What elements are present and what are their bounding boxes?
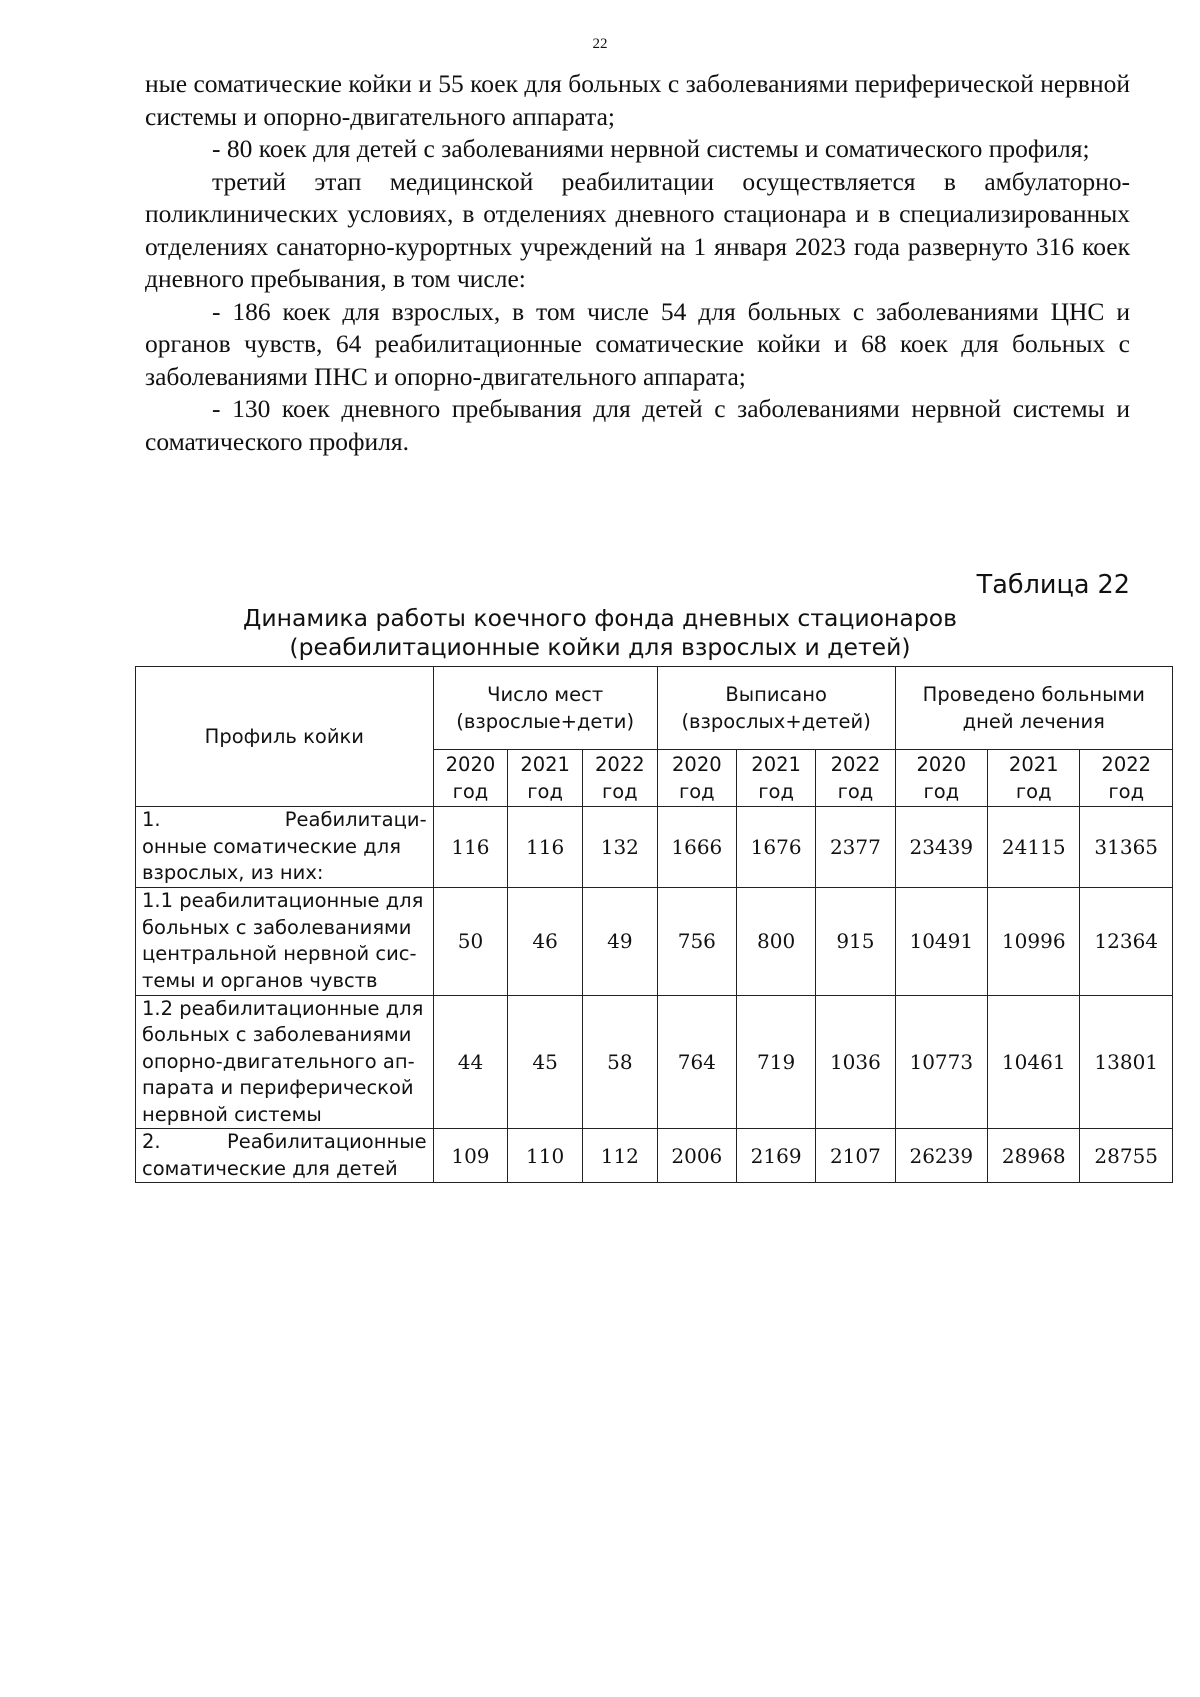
row-value: 10491: [895, 887, 987, 995]
row-value: 800: [736, 887, 815, 995]
row-value: 45: [508, 995, 583, 1129]
table-title-line2: (реабилитационные койки для взрослых и детей): [289, 633, 911, 661]
paragraph-3: третий этап медицинской реабилитации осуществляется в амбулаторно-поликлинических условиях, в отделениях дневного стационара и в специализированных отделениях санаторно-курортных учреждений на 1 января 2023 года развернуто 316 коек дневного пребывания, в том числе:: [145, 166, 1130, 293]
row-profile-text: 1.1 реабилитационные для больных с заболеваниями центральной нервной системы и органов чувств: [142, 889, 424, 992]
row-value: 2377: [816, 807, 895, 888]
row-value: 49: [582, 887, 657, 995]
row-value: 1036: [816, 995, 895, 1129]
row-value: 719: [736, 995, 815, 1129]
row-profile-first-word: Реабилитаци-: [284, 808, 427, 831]
row-number: 2.: [142, 1130, 161, 1153]
row-value: 764: [657, 995, 736, 1129]
row-profile-text: соматические для детей: [142, 1156, 398, 1180]
row-value: 10773: [895, 995, 987, 1129]
row-value: 109: [433, 1129, 508, 1183]
row-profile: [136, 887, 434, 995]
row-number: 1.: [142, 808, 161, 831]
table-row: [136, 1129, 1173, 1183]
row-profile-text: 1.2 реабилитационные для больных с заболеваниями опорно-двигательного аппарата и периферической нервной системы: [142, 996, 424, 1126]
table-row: [136, 887, 1173, 995]
row-value: 10461: [988, 995, 1080, 1129]
row-value: 28968: [988, 1129, 1080, 1183]
row-value: 10996: [988, 887, 1080, 995]
header-group-places-line2: (взрослые+дети): [456, 710, 635, 733]
row-value: 110: [508, 1129, 583, 1183]
table-body: [136, 807, 1173, 1183]
header-group-days: [895, 667, 1172, 750]
row-value: 24115: [988, 807, 1080, 888]
row-profile: [136, 1129, 434, 1183]
header-group-places: [433, 667, 657, 750]
row-value: 132: [582, 807, 657, 888]
row-value: 46: [508, 887, 583, 995]
table-label: Таблица 22: [976, 570, 1130, 600]
table-row: [136, 995, 1173, 1129]
header-year: 2021 год: [988, 750, 1080, 807]
header-year: 2022 год: [1080, 750, 1173, 807]
paragraph-1: ные соматические койки и 55 коек для больных с заболеваниями периферической нервной системы и опорно-двигательного аппарата;: [145, 69, 1130, 131]
paragraph-4: - 186 коек для взрослых, в том числе 54 для больных с заболеваниями ЦНС и органов чувств, 64 реабилитационные соматические койки и 68 коек для больных с заболеваниями ПНС и опорно-двигательного аппарата;: [145, 296, 1130, 391]
row-value: 1666: [657, 807, 736, 888]
row-value: 1676: [736, 807, 815, 888]
paragraph-2: - 80 коек для детей с заболеваниями нервной системы и соматического профиля;: [212, 134, 1090, 163]
header-group-days-line2: дней лечения: [962, 710, 1105, 733]
table-header-row-groups: [136, 667, 1173, 750]
header-year: 2022 год: [816, 750, 895, 807]
row-value: 2107: [816, 1129, 895, 1183]
table-title: [0, 604, 1200, 662]
header-year: 2020 год: [657, 750, 736, 807]
row-value: 116: [433, 807, 508, 888]
row-value: 2169: [736, 1129, 815, 1183]
header-group-places-line1: Число мест: [487, 683, 604, 706]
row-profile: [136, 995, 434, 1129]
row-value: 112: [582, 1129, 657, 1183]
row-value: 28755: [1080, 1129, 1173, 1183]
row-value: 915: [816, 887, 895, 995]
header-year: 2022 год: [582, 750, 657, 807]
row-profile-text: онные соматические для взрослых, из них:: [142, 834, 401, 884]
row-value: 26239: [895, 1129, 987, 1183]
row-value: 44: [433, 995, 508, 1129]
header-year: 2021 год: [736, 750, 815, 807]
header-group-days-line1: Проведено больными: [922, 683, 1145, 706]
row-profile: [136, 807, 434, 888]
page-number: 22: [592, 36, 608, 52]
row-value: 31365: [1080, 807, 1173, 888]
header-profile: Профиль койки: [136, 667, 434, 807]
row-profile-first-word: Реабилитационные: [227, 1130, 427, 1153]
row-value: 50: [433, 887, 508, 995]
row-value: 58: [582, 995, 657, 1129]
header-year: 2021 год: [508, 750, 583, 807]
row-value: 12364: [1080, 887, 1173, 995]
table-title-line1: Динамика работы коечного фонда дневных стационаров: [243, 604, 957, 632]
table-row: [136, 807, 1173, 888]
row-value: 23439: [895, 807, 987, 888]
header-year: 2020 год: [433, 750, 508, 807]
header-group-discharged-line2: (взрослых+детей): [681, 710, 871, 733]
body-text: [145, 68, 1130, 458]
header-group-discharged-line1: Выписано: [725, 683, 827, 706]
header-year: 2020 год: [895, 750, 987, 807]
row-value: 2006: [657, 1129, 736, 1183]
data-table: [135, 666, 1173, 1183]
row-value: 756: [657, 887, 736, 995]
paragraph-5: - 130 коек дневного пребывания для детей с заболеваниями нервной системы и соматического профиля.: [145, 394, 1130, 456]
row-value: 13801: [1080, 995, 1173, 1129]
header-group-discharged: [657, 667, 895, 750]
row-value: 116: [508, 807, 583, 888]
